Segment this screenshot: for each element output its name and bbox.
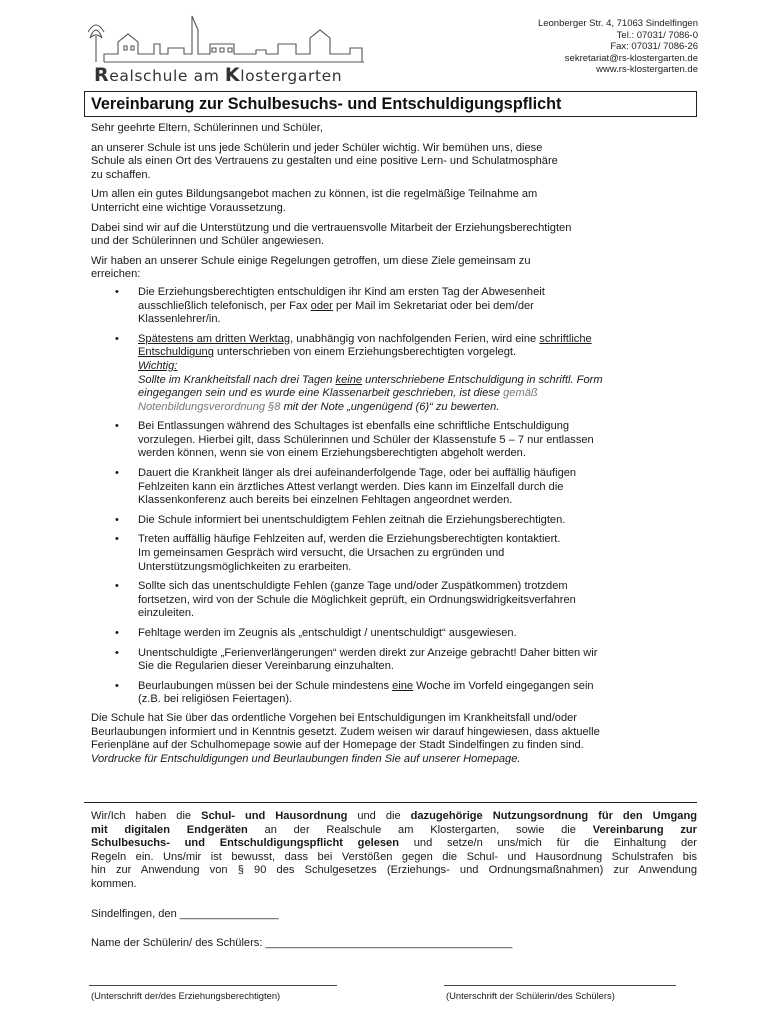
list-item: • Fehltage werden im Zeugnis als „entschuldigt / unentschuldigt“ ausgewiesen. <box>115 627 517 639</box>
forms-hint: Vordrucke für Entschuldigungen und Beurlaubungen finden Sie auf unserer Homepage. <box>91 752 521 765</box>
bullet-icon: • <box>115 467 119 480</box>
guardian-signature-line[interactable] <box>89 985 337 986</box>
address-website[interactable]: www.rs-klostergarten.de <box>596 64 698 75</box>
bullet-icon: • <box>115 513 119 526</box>
guardian-signature-label: (Unterschrift der/des Erziehungsberechtigten) <box>91 990 281 1001</box>
address-email[interactable]: sekretariat@rs-klostergarten.de <box>564 52 698 64</box>
intro-paragraph-3: Dabei sind wir auf die Unterstützung und die vertrauensvolle Mitarbeit der Erziehungsberechtigten und der Schülerinnen und Schüler angewiesen. <box>91 221 572 248</box>
school-logo-text: Realschule am Klostergarten <box>94 64 343 86</box>
bullet-icon: • <box>115 285 119 298</box>
bullet-icon: • <box>115 533 119 546</box>
bullet-icon: • <box>115 580 119 593</box>
title-box <box>84 91 697 117</box>
rules-list <box>91 286 699 707</box>
bullet-icon: • <box>115 332 119 345</box>
address-fax: Fax: 07031/ 7086-26 <box>610 41 698 52</box>
address-phone: Tel.: 07031/ 7086-0 <box>616 29 698 41</box>
bullet-icon: • <box>115 420 119 433</box>
document-body <box>91 122 699 766</box>
list-item: • Spätestens am dritten Werktag, unabhängig von nachfolgenden Ferien, wird eine schriftliche Entschuldigung unterschrieben von einem Erziehungsberechtigten vorgelegt. Wichtig: Sollte im Krankheitsfall nach drei Tagen keine unterschriebene Entschuldigung in schriftl. Form eingegangen sein und es wurde eine Klassenarbeit geschrieben, ist diese gemäß Notenbildungsverordnung §8 mit der Note „ungenügend (6)“ zu bewerten. <box>115 332 603 413</box>
school-logo <box>88 14 368 86</box>
student-name-field[interactable]: Name der Schülerin/ des Schülers: ________________________________________ <box>91 937 513 949</box>
school-skyline-icon <box>88 14 368 66</box>
bullet-icon: • <box>115 627 119 639</box>
intro-paragraph-2: Um allen ein gutes Bildungsangebot machen zu können, ist die regelmäßige Teilnahme am Unterricht eine wichtige Voraussetzung. <box>91 188 538 214</box>
intro-paragraph-4: Wir haben an unserer Schule einige Regelungen getroffen, um diese Ziele gemeinsam zu erreichen: <box>91 254 531 281</box>
list-item: • Die Schule informiert bei unentschuldigtem Fehlen zeitnah die Erziehungsberechtigten. <box>115 513 566 526</box>
list-item: • Die Erziehungsberechtigten entschuldigen ihr Kind am ersten Tag der Abwesenheit ausschließlich telefonisch, per Fax oder per Mail im Sekretariat oder bei dem/der Klassenlehrer/in. <box>115 285 545 326</box>
section-divider <box>84 802 697 803</box>
student-signature-label: (Unterschrift der Schülerin/des Schülers) <box>446 990 615 1001</box>
declaration-paragraph: Wir/Ich haben die Schul- und Hausordnung und die dazugehörige Nutzungsordnung für den Umgang mit digitalen Endgeräten an der Realschule am Klostergarten, sowie die Vereinbarung zur Schulbesuchs- und Entschuldigungspflicht gelesen und setze/n uns/mich für die Einhaltung der Regeln ein. Uns/mir ist bewusst, dass bei Verstößen gegen die Schul- und Hausordnung Schulstrafen bis hin zur Anwendung von § 90 des Schulgesetzes (Erziehungs- und Ordnungsmaßnahmen) zur Anwendung kommen. <box>91 810 698 890</box>
list-item: • Treten auffällig häufige Fehlzeiten auf, werden die Erziehungsberechtigten kontaktiert. Im gemeinsamen Gespräch wird versucht, die Ursachen zu ergründen und Unterstützungsmöglichkeiten zu erarbeiten. <box>115 533 561 573</box>
intro-paragraph-1: an unserer Schule ist uns jede Schülerin und jeder Schüler wichtig. Wir bemühen uns, diese Schule als einen Ort des Vertrauens zu gestalten und eine positive Lern- und Schulatmosphäre zu schaffen. <box>91 141 558 181</box>
list-item: • Beurlaubungen müssen bei der Schule mindestens eine Woche im Vorfeld eingegangen sein (z.B. bei religiösen Feiertagen). <box>115 679 594 706</box>
closing-paragraph: Die Schule hat Sie über das ordentliche Vorgehen bei Entschuldigungen im Krankheitsfall und/oder Beurlaubungen informiert und in Kenntnis gesetzt. Zudem weisen wir darauf hingewiesen, dass aktuelle Ferienpläne auf der Schulhomepage sowie auf der Homepage der Stadt Sindelfingen zu finden sind. Vordrucke für Entschuldigungen und Beurlaubungen finden Sie auf unserer Homepage. <box>91 712 699 766</box>
list-item: • Unentschuldigte „Ferienverlängerungen“ werden direkt zur Anzeige gebracht! Daher bitten wir Sie die Regularien dieser Vereinbarung einzuhalten. <box>115 646 598 673</box>
list-item: • Dauert die Krankheit länger als drei aufeinanderfolgende Tage, oder bei auffällig häufigen Fehlzeiten kann ein ärztliches Attest verlangt werden. Dies kann im Einzelfall durch die Klassenkonferenz auch bereits bei einzelnen Fehltagen angeordnet werden. <box>115 467 577 507</box>
document-title: Vereinbarung zur Schulbesuchs- und Entschuldigungspflicht <box>91 95 562 113</box>
bullet-icon: • <box>115 646 119 659</box>
bullet-icon: • <box>115 679 119 692</box>
place-date-field[interactable]: Sindelfingen, den ________________ <box>91 908 279 920</box>
list-item: • Bei Entlassungen während des Schultages ist ebenfalls eine schriftliche Entschuldigung vorzulegen. Hierbei gilt, dass Schülerinnen und Schüler der Klassenstufe 5 – 7 nur entlassen werden können, wenn sie von einem Erziehungsberechtigten abgeholt werden. <box>115 420 594 460</box>
student-signature-line[interactable] <box>444 985 676 986</box>
address-street: Leonberger Str. 4, 71063 Sindelfingen <box>537 18 698 29</box>
salutation: Sehr geehrte Eltern, Schülerinnen und Schüler, <box>91 122 323 134</box>
school-address <box>538 18 698 76</box>
list-item: • Sollte sich das unentschuldigte Fehlen (ganze Tage und/oder Zuspätkommen) trotzdem fortsetzen, wird von der Schule die Möglichkeit geprüft, ein Ordnungswidrigkeitsverfahren einzuleiten. <box>115 580 576 620</box>
